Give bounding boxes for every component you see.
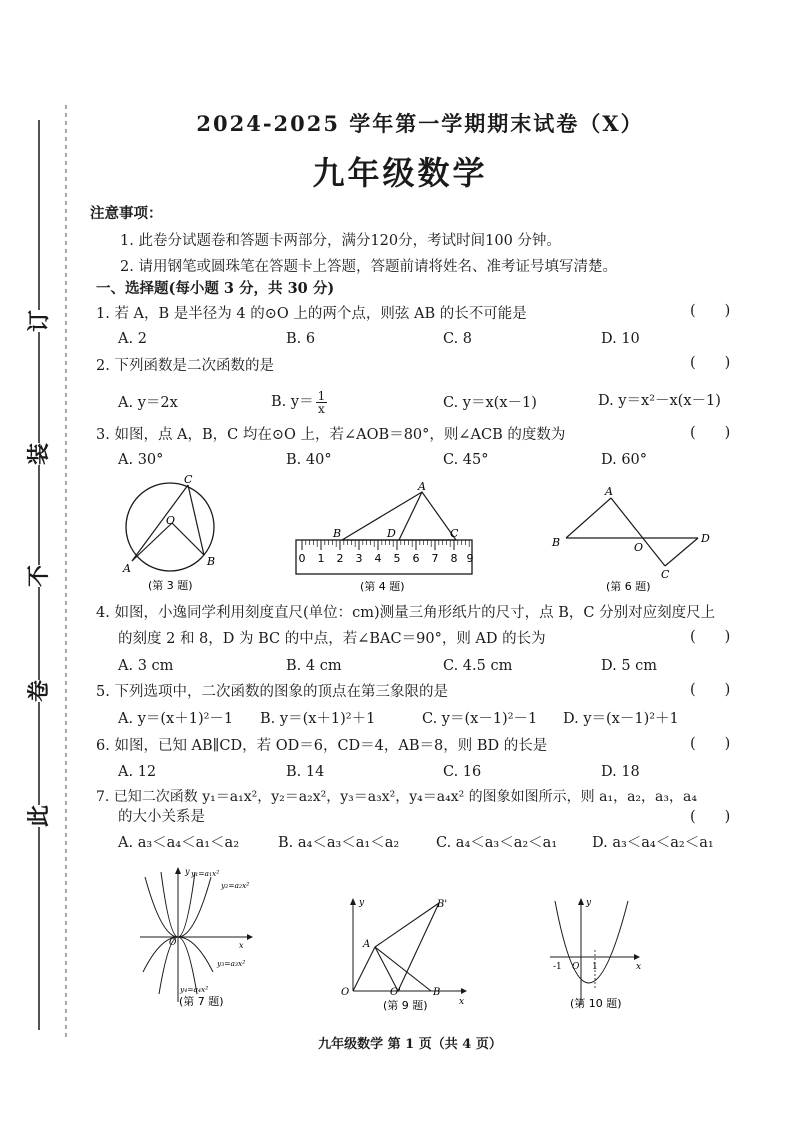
fig6-label-d: D [701, 532, 710, 545]
q6-option-c: C. 16 [443, 764, 482, 780]
q2-option-b-prefix: B. y＝ [271, 394, 314, 410]
ruler-number: 1 [317, 552, 325, 565]
q1-option-a: A. 2 [118, 331, 147, 347]
q6-answer-paren: ( ) [690, 736, 731, 752]
figure-3-drawing [110, 475, 230, 595]
q4-stem-line1: 4. 如图，小逸同学利用刻度直尺(单位：cm)测量三角形纸片的尺寸，点 B，C 分别对应刻度尺上 [96, 605, 716, 621]
q7-stem-line2: 的大小关系是 [118, 809, 205, 825]
figure-7 [135, 862, 260, 1012]
ruler-number: 5 [393, 552, 401, 565]
q2-stem: 2. 下列函数是二次函数的是 [96, 358, 274, 374]
fig4-caption: (第 4 题) [360, 580, 405, 593]
q7-stem-line1: 7. 已知二次函数 y₁＝a₁x²，y₂＝a₂x²，y₃＝a₃x²，y₄＝a₄x² 的图象如图所示，则 a₁，a₂，a₃，a₄ [96, 789, 697, 805]
fig6-caption: (第 6 题) [606, 580, 651, 593]
q6-stem: 6. 如图，已知 AB∥CD，若 OD＝6，CD＝4，AB＝8，则 BD 的长是 [96, 738, 548, 754]
fig9-label-o: O [341, 987, 350, 998]
figure-6 [548, 480, 718, 595]
fig10-label-x: x [636, 962, 642, 972]
ruler-numbers [299, 552, 474, 565]
q7-option-d: D. a₃＜a₄＜a₂＜a₁ [592, 835, 714, 851]
ruler-number: 3 [355, 552, 363, 565]
q5-answer-paren: ( ) [690, 682, 731, 698]
ruler-number: 2 [336, 552, 344, 565]
q6-option-a: A. 12 [118, 764, 157, 780]
binding-line [0, 0, 70, 1125]
q4-answer-paren: ( ) [690, 629, 731, 645]
ruler-number: 9 [466, 552, 474, 565]
q1-answer-paren: ( ) [690, 303, 731, 319]
figure-3 [110, 475, 230, 595]
notes-heading: 注意事项： [90, 205, 163, 222]
fig4-label-c: C [450, 527, 459, 540]
fig10-label-y: y [586, 898, 592, 908]
q2-option-a: A. y＝2x [118, 395, 178, 411]
fig7-curve-label-2: y₂=a₂x² [221, 881, 250, 890]
fig3-caption: (第 3 题) [148, 579, 193, 592]
q3-option-c: C. 45° [443, 452, 489, 468]
figure-9 [335, 895, 470, 1015]
fig3-label-b: B [207, 555, 216, 568]
q5-option-b: B. y＝(x＋1)²＋1 [260, 711, 376, 727]
q5-stem: 5. 下列选项中，二次函数的图象的顶点在第三象限的是 [96, 684, 448, 700]
q5-option-c: C. y＝(x－1)²－1 [422, 711, 538, 727]
fig9-label-o-prime: O' [390, 987, 401, 998]
fig10-label-o: O [572, 962, 580, 972]
figure-10 [540, 895, 650, 1015]
fig9-label-b-prime: B' [437, 899, 448, 910]
q7-option-b: B. a₄＜a₃＜a₁＜a₂ [278, 835, 400, 851]
q6-option-b: B. 14 [286, 764, 325, 780]
fig6-label-c: C [661, 568, 670, 581]
fig3-label-a: A [123, 562, 131, 575]
q2-option-b-fraction [316, 390, 328, 415]
q1-option-b: B. 6 [286, 331, 316, 347]
figure-4-drawing [290, 480, 480, 595]
q7-option-a: A. a₃＜a₄＜a₁＜a₂ [118, 835, 240, 851]
q1-option-c: C. 8 [443, 331, 473, 347]
fig7-label-o: O [169, 938, 177, 948]
margin-char-ding: 订 [26, 309, 52, 332]
fig6-label-b: B [552, 536, 561, 549]
figure-10-drawing [540, 895, 650, 1015]
fig7-label-y: y [185, 867, 190, 876]
fig7-curve-label-3: y₃=a₃x² [217, 959, 246, 968]
fig7-label-x: x [239, 941, 244, 950]
q4-option-d: D. 5 cm [601, 658, 658, 674]
q2-answer-paren: ( ) [690, 355, 731, 371]
figure-6-drawing [548, 480, 718, 595]
fig6-label-o: O [634, 541, 644, 554]
fig9-label-y: y [359, 898, 365, 908]
figure-4 [290, 480, 480, 595]
fig9-label-b: B [433, 987, 441, 998]
fraction-denominator: x [318, 401, 325, 416]
fig6-label-a: A [605, 485, 613, 498]
q3-option-d: D. 60° [601, 452, 648, 468]
fig4-label-a: A [418, 480, 426, 493]
margin-char-zhuang: 装 [26, 442, 52, 465]
ruler-number: 0 [298, 552, 306, 565]
q7-option-c: C. a₄＜a₃＜a₂＜a₁ [436, 835, 558, 851]
note-item-2: 2. 请用钢笔或圆珠笔在答题卡上答题，答题前请将姓名、准考证号填写清楚。 [120, 259, 617, 275]
ruler-number: 4 [374, 552, 382, 565]
fig4-label-b: B [333, 527, 342, 540]
exam-subtitle: 九年级数学 [312, 154, 488, 192]
fig10-caption: (第 10 题) [570, 997, 622, 1010]
note-item-1: 1. 此卷分试题卷和答题卡两部分，满分120分，考试时间100 分钟。 [120, 233, 561, 249]
fig10-label-neg1: -1 [553, 962, 562, 972]
q2-option-c: C. y＝x(x－1) [443, 395, 537, 411]
fig9-label-a: A [363, 939, 371, 950]
q2-option-b [271, 384, 327, 420]
q1-option-d: D. 10 [601, 331, 640, 347]
margin-char-bu: 不 [26, 564, 52, 587]
q3-option-a: A. 30° [118, 452, 164, 468]
figure-9-drawing [335, 895, 470, 1015]
q5-option-d: D. y＝(x－1)²＋1 [563, 711, 679, 727]
ruler-number: 7 [431, 552, 439, 565]
q3-option-b: B. 40° [286, 452, 332, 468]
fig7-curve-label-1: y₁=a₁x² [191, 869, 220, 878]
q2-option-d: D. y＝x²－x(x－1) [598, 393, 721, 409]
q1-stem: 1. 若 A，B 是半径为 4 的⊙O 上的两个点，则弦 AB 的长不可能是 [96, 306, 527, 322]
q4-option-b: B. 4 cm [286, 658, 342, 674]
figure-7-drawing [135, 862, 260, 1012]
q7-answer-paren: ( ) [690, 809, 731, 825]
q6-option-d: D. 18 [601, 764, 640, 780]
fig9-caption: (第 9 题) [383, 999, 428, 1012]
q3-stem: 3. 如图，点 A，B，C 均在⊙O 上，若∠AOB＝80°，则∠ACB 的度数为 [96, 427, 566, 443]
ruler-ticks [302, 540, 469, 550]
fig7-curve-label-4: y₄=a₄x² [180, 985, 209, 994]
page-footer: 九年级数学 第 1 页（共 4 页） [318, 1037, 502, 1052]
margin-char-juan: 卷 [26, 679, 52, 702]
ruler-number: 6 [412, 552, 420, 565]
section-heading: 一、选择题(每小题 3 分，共 30 分) [96, 280, 335, 297]
margin-char-ci: 此 [26, 804, 52, 827]
fig9-label-x: x [459, 997, 465, 1007]
fig7-caption: (第 7 题) [179, 995, 224, 1008]
fig3-label-c: C [184, 475, 193, 486]
exam-title: 2024-2025 学年第一学期期末试卷（X） [196, 111, 644, 136]
fig10-label-1: 1 [592, 962, 598, 972]
ruler-number: 8 [450, 552, 458, 565]
binding-margin [0, 0, 70, 1125]
fig4-label-d: D [387, 527, 396, 540]
fraction-numerator: 1 [317, 388, 326, 403]
q3-answer-paren: ( ) [690, 425, 731, 441]
q5-option-a: A. y＝(x＋1)²－1 [118, 711, 234, 727]
q4-option-c: C. 4.5 cm [443, 658, 513, 674]
q4-option-a: A. 3 cm [118, 658, 174, 674]
q4-stem-line2: 的刻度 2 和 8，D 为 BC 的中点，若∠BAC＝90°，则 AD 的长为 [118, 631, 546, 647]
fig3-label-o: O [166, 514, 176, 527]
